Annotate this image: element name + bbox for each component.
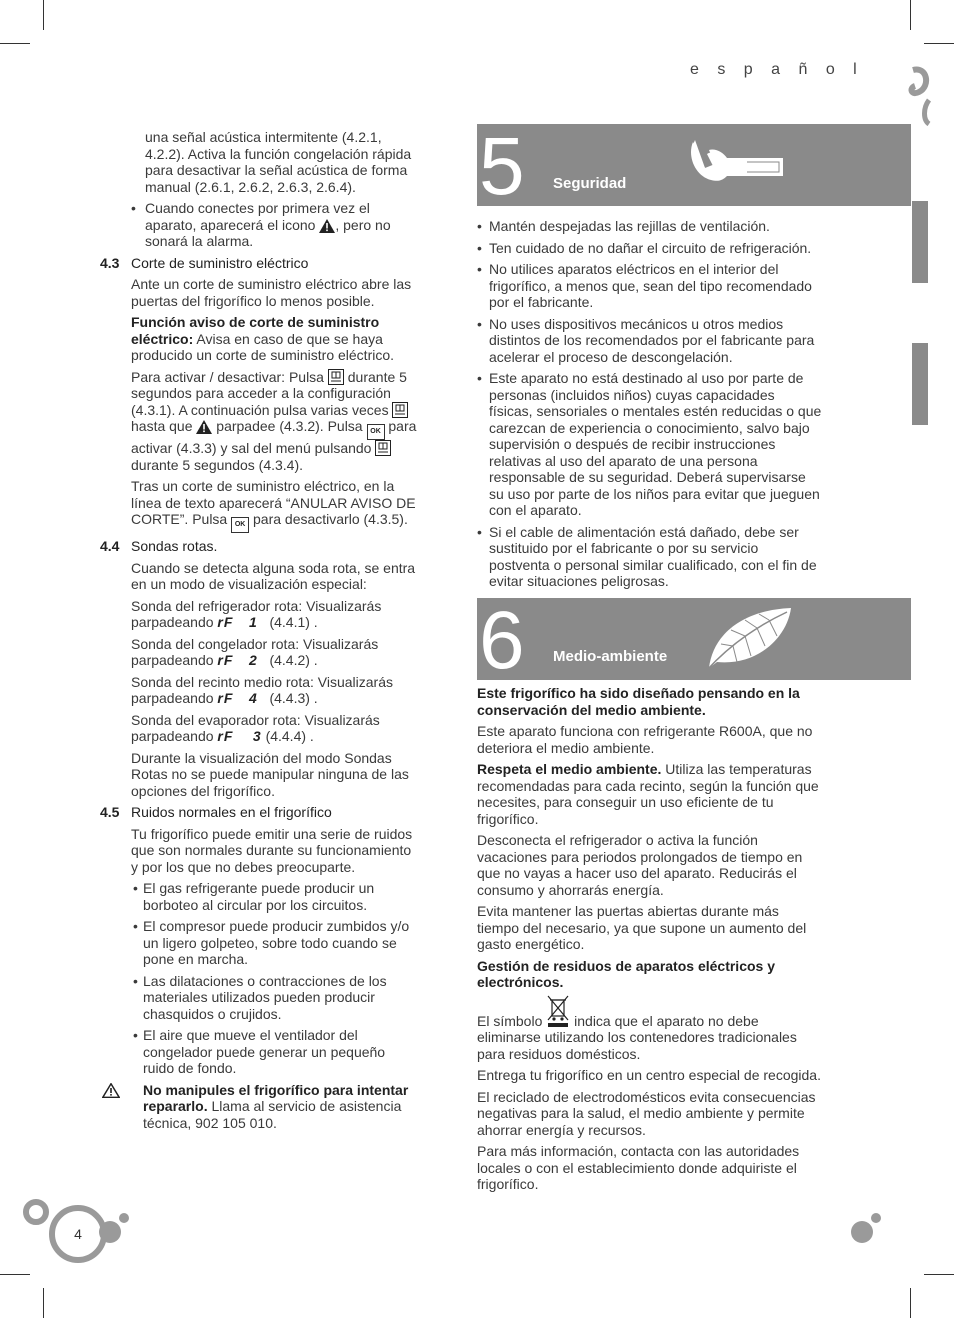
warning-triangle-icon [102, 1083, 120, 1098]
probe-item: Sonda del recinto medio rota: Visualizarás parpadeando rF 4 (4.4.3) . [131, 673, 394, 706]
paragraph: Tras un corte de suministro eléctrico, en la línea de texto aparecerá “ANULAR AVISO DE CORTE”. Pulsa OK para desactivarlo (4.3.5). [131, 478, 420, 533]
crop-mark [910, 0, 911, 30]
section-number: 5 [479, 121, 525, 212]
section-title: Medio-ambiente [553, 648, 668, 665]
menu-button-icon [375, 440, 391, 456]
section-banner-medio-ambiente [477, 595, 911, 686]
list-item: • Mantén despejadas las rejillas de ventilación. [477, 218, 770, 234]
page-number: 4 [74, 1226, 82, 1242]
list-item: • El gas refrigerante puede producir un borboteo al circular por los circuitos. [133, 880, 375, 913]
list-item: • El aire que mueve el ventilador del congelador puede generar un pequeño ruido de fondo. [133, 1027, 386, 1076]
list-item: • No uses dispositivos mecánicos u otros medios distintos de los recomendados por el fabricante para acelerar el proceso de descongelación. [477, 315, 815, 365]
probe-item: Sonda del refrigerador rota: Visualizarás parpadeando rF 1 (4.4.1) . [131, 597, 382, 630]
crop-mark [924, 43, 954, 44]
list-item: • Cuando conectes por primera vez el aparato, aparecerá el icono , pero no sonará la alarma. [131, 200, 391, 249]
language-label: e s p a ñ o l [690, 61, 864, 78]
list-item: • Si el cable de alimentación está dañado, debe ser sustituido por el fabricante o por su servicio postventa o personal similar cualificado, con el fin de evitar situaciones peligrosas. [477, 523, 817, 589]
section-number: 6 [479, 595, 525, 686]
ok-button-icon: OK [367, 424, 385, 440]
decorative-swirl-icon [905, 66, 931, 126]
paragraph: Tu frigorífico puede emitir una serie de ruidos que son normales durante su funcionamiento y por los que no debes preocuparte. [131, 825, 413, 875]
paragraph: Cuando se detecta alguna soda rota, se entra en un modo de visualización especial: [131, 559, 416, 592]
side-tab [912, 201, 928, 283]
paragraph: Durante la visualización del modo Sondas Rotas no se puede manipular ninguna de las opciones del frigorífico. [131, 749, 409, 799]
menu-button-icon [328, 369, 344, 385]
section-heading: 4.4 Sondas rotas. [100, 538, 218, 554]
list-item: • Ten cuidado de no dañar el circuito de refrigeración. [477, 239, 812, 256]
paragraph: Evita mantener las puertas abiertas durante más tiempo del necesario, ya que supone un aumento del gasto energético. [477, 903, 807, 952]
environment-text [477, 685, 822, 1198]
paragraph: El reciclado de electrodomésticos evita consecuencias negativas para la salud, el medio ambiente y permite ahorrar energía y recursos. [477, 1088, 816, 1138]
list-item: • Este aparato no está destinado al uso por parte de personas (incluidos niños) cuyas capacidades físicas, sensoriales o mentales estén reducidas o que carezcan de experiencia o conocimiento, salvo bajo supervisión o después de recibir instrucciones relativas al uso del aparato de una persona responsable de su seguridad. Deberá supervisarse su uso por parte de los niños para evitar que jueguen con el aparato. [477, 370, 822, 518]
crop-mark [43, 1288, 44, 1318]
side-tab [912, 343, 928, 425]
crop-mark [43, 0, 44, 30]
probe-item: Sonda del evaporador rota: Visualizarás parpadeando rF 3 (4.4.4) . [131, 711, 380, 744]
warning-triangle-icon [319, 219, 335, 233]
wrench-icon [687, 132, 787, 202]
section-heading: 4.5 Ruidos normales en el frigorífico [100, 804, 332, 820]
paragraph: Este aparato funciona con refrigerante R600A, que no deteriora el medio ambiente. [477, 723, 813, 756]
menu-button-icon [392, 402, 408, 418]
paragraph: Entrega tu frigorífico en un centro especial de recogida. [477, 1067, 821, 1083]
intro-continued: una señal acústica intermitente (4.2.1, 4.2.2). Activa la función congelación rápida para desactivar la señal acústica de forma manual (2.6.1, 2.6.2, 2.6.3, 2.6.4). [145, 129, 412, 195]
warning-note: No manipules el frigorífico para intentar repararlo. Llama al servicio de asistencia técnica, 902 105 010. [100, 1082, 420, 1132]
leaf-icon [703, 604, 795, 672]
crop-mark [910, 1288, 911, 1318]
paragraph: Para activar / desactivar: Pulsa durante 5 segundos para acceder a la configuración (4.3.1). A continuación pulsa varias veces hasta que parpadee (4.3.2). Pulsa OK para activar (4.3.3) y sal del menú pulsando durante 5 segundos (4.3.4). [131, 368, 417, 473]
paragraph: Gestión de residuos de aparatos eléctricos y electrónicos. [477, 957, 775, 990]
left-column [100, 129, 420, 1131]
crop-mark [924, 1274, 954, 1275]
crop-mark [0, 43, 30, 44]
list-item: • El compresor puede producir zumbidos y/o un ligero golpeteo, sobre todo cuando se pone en marcha. [133, 918, 410, 967]
paragraph: Para más información, contacta con las autoridades locales o con el establecimiento donde adquiriste el frigorífico. [477, 1143, 800, 1192]
warning-triangle-icon [196, 420, 212, 434]
decorative-dots-icon [848, 1210, 884, 1246]
ok-button-icon: OK [231, 517, 249, 533]
safety-list [477, 218, 822, 595]
paragraph: Función aviso de corte de suministro eléctrico: Avisa en caso de que se haya producido un corte de suministro eléctrico. [131, 314, 395, 363]
list-item: • Las dilataciones o contracciones de los materiales utilizados pueden producir chasquidos o crujidos. [133, 972, 387, 1022]
probe-item: Sonda del congelador rota: Visualizarás parpadeando rF 2 (4.4.2) . [131, 635, 379, 668]
section-heading: 4.3 Corte de suministro eléctrico [100, 254, 309, 271]
paragraph: Desconecta el refrigerador o activa la función vacaciones para periodos prolongados de tiempo en que no vayas a hacer uso del aparato. Reducirás el consumo y ahorrarás energía. [477, 832, 803, 898]
paragraph: Respeta el medio ambiente. Utiliza las temperaturas recomendadas para cada recinto, según la función que necesites, para conseguir un uso eficiente de tu frigorífico. [477, 761, 819, 827]
paragraph: Ante un corte de suministro eléctrico abre las puertas del frigorífico lo menos posible. [131, 276, 412, 309]
paragraph: El símbolo indica que el aparato no debe eliminarse utilizando los contenedores tradicionales para residuos domésticos. [477, 994, 822, 1063]
section-title: Seguridad [553, 175, 627, 192]
weee-bin-icon [546, 994, 570, 1028]
paragraph: Este frigorífico ha sido diseñado pensando en la conservación del medio ambiente. [477, 685, 800, 718]
list-item: • No utilices aparatos eléctricos en el interior del frigorífico, a menos que, sean del tipo recomendado por el fabricante. [477, 261, 812, 310]
crop-mark [0, 1274, 30, 1275]
section-banner-seguridad [477, 121, 911, 212]
